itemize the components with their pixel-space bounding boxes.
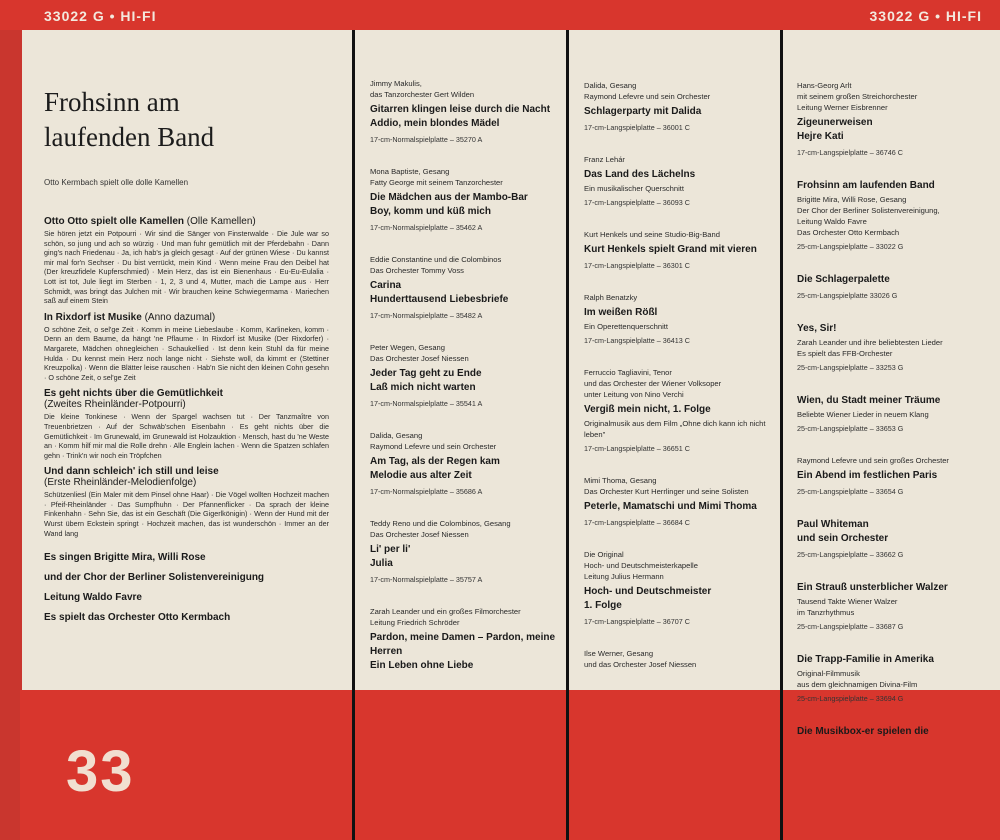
entry-title: Jeder Tag geht zu Ende Laß mich nicht warten (370, 368, 482, 393)
album-subtitle: Otto Kermbach spielt olle dolle Kamellen (44, 178, 189, 187)
catalog-entry (370, 78, 568, 144)
entry-title: Die Musikbox-er spielen die (797, 726, 929, 737)
entry-artist: Die Original Hoch- und Deutschmeisterkapelle Leitung Julius Hermann (584, 550, 698, 581)
catalog-entry (797, 394, 995, 433)
catalog-number-left: 33022 G • HI-FI (44, 8, 157, 24)
entry-description: Ein Operettenquerschnitt (584, 322, 669, 331)
entry-title: Vergiß mein nicht, 1. Folge (584, 404, 711, 415)
entry-description: Zarah Leander und ihre beliebtesten Lieder Es spielt das FFB-Orchester (797, 338, 943, 358)
catalog-entry (370, 518, 568, 584)
entry-title: Das Land des Lächelns (584, 169, 696, 180)
catalog-entry (584, 292, 782, 345)
entry-record-number: 25-cm-Langspielplatte – 33694 G (797, 694, 904, 703)
performer-credits (44, 548, 329, 628)
entry-title: Hoch- und Deutschmeister 1. Folge (584, 586, 712, 611)
catalog-entry (797, 80, 995, 157)
entry-artist: Jimmy Makulis, das Tanzorchester Gert Wilden (370, 79, 475, 99)
song-medley: Die kleine Tonkinese · Wenn der Spargel wachsen tut · Der Tanzmaître von Treuenbrietzen · Auf der Schwäb'schen Eisenbahn · Es geht nichts über die Gemütlichkeit · Im Grunewald, im Grunewald ist Holzauktion · Mensch, hast du 'ne Weste an · Komm hilf mir mal die Rolle drehn · Alle Englein lachen · Wenn die Spatzen schlafen gehn · Trink'n wir noch ein Tröpfchen (44, 412, 329, 460)
song-name: Und dann schleich' ich still und leise (44, 466, 219, 478)
credit-line: Es spielt das Orchester Otto Kermbach (44, 612, 231, 624)
entry-record-number: 17-cm-Langspielplatte – 36707 C (584, 617, 690, 626)
catalog-entry (584, 154, 782, 207)
series-number: 33 (66, 739, 135, 804)
catalog-entry (370, 342, 568, 408)
entry-record-number: 17-cm-Normalspielplatte – 35462 A (370, 223, 483, 232)
catalog-column-1 (370, 78, 568, 695)
entry-description: Originalmusik aus dem Film „Ohne dich kann ich nicht leben" (584, 419, 766, 439)
entry-artist: Raymond Lefevre und sein großes Orchester (797, 456, 949, 465)
entry-title: Li' per li' Julia (370, 544, 411, 569)
song-medley: O schöne Zeit, o sel'ge Zeit · Komm in meine Liebeslaube · Komm, Karlineken, komm · Denn an dem Baume, da hängt 'ne Pflaume · In Rixdorf ist Musike (Der Rixdorfer) · Margarete, Mädchen ohnegleichen · Schaukellied · Ist denn kein Stuhl da für meine Hulda · Du kennst mein Herz noch lange nicht · Siehste woll, da kimmt er (Stettiner Kreuzpolka) · Wenn die Blätter leise rauschen · Hab'n Sie nicht den kleinen Cohn gesehn · O schöne Zeit, o sel'ge Zeit (44, 324, 329, 382)
catalog-entry (370, 254, 568, 320)
entry-record-number: 17-cm-Normalspielplatte – 35686 A (370, 487, 483, 496)
entry-record-number: 25-cm-Langspielplatte – 33022 G (797, 242, 904, 251)
entry-record-number: 17-cm-Langspielplatte – 36684 C (584, 518, 690, 527)
song-name: Es geht nichts über die Gemütlichkeit (44, 388, 223, 400)
song-name: In Rixdorf ist Musike (44, 311, 142, 323)
catalog-entry (584, 549, 782, 626)
song-note: (Erste Rheinländer-Melodienfolge) (44, 477, 197, 489)
entry-artist: Dalida, Gesang Raymond Lefevre und sein Orchester (370, 431, 497, 451)
entry-title: Zigeunerweisen Hejre Kati (797, 117, 873, 142)
catalog-column-2 (584, 80, 782, 692)
entry-title: Die Schlagerpalette (797, 274, 890, 285)
catalog-entry (370, 430, 568, 496)
catalog-number-right: 33022 G • HI-FI (869, 8, 982, 24)
entry-artist: Ralph Benatzky (584, 293, 638, 302)
entry-record-number: 17-cm-Normalspielplatte – 35270 A (370, 135, 483, 144)
song-medley: Schützenliesl (Ein Maler mit dem Pinsel ohne Haar) · Die Vögel wollten Hochzeit machen · Pfeif-Rheinländer · Das Sumpfhuhn · Der Pfannenflicker · Da sprach der kleine Finkenhahn · Sehn Sie, das ist ein Geschäft (Die Gigerlkönigin) · Wenn der Hund mit der Wurst übern Eckstein springt · Hochzeit machen, das ist wunderschön · Immer an der Wand lang (44, 490, 329, 538)
catalog-entry (584, 648, 782, 670)
entry-title: Peterle, Mamatschi und Mimi Thoma (584, 501, 757, 512)
entry-title: Kurt Henkels spielt Grand mit vieren (584, 244, 757, 255)
entry-title: Wien, du Stadt meiner Träume (797, 395, 941, 406)
entry-title: Im weißen Rößl (584, 307, 658, 318)
catalog-entry (370, 606, 568, 673)
entry-artist: Franz Lehár (584, 155, 625, 164)
song-title (44, 388, 329, 410)
catalog-entry (797, 518, 995, 559)
entry-artist: Zarah Leander und ein großes Filmorchester Leitung Friedrich Schröder (370, 607, 521, 627)
album-title-line: laufenden Band (44, 122, 215, 152)
entry-description: Tausend Takte Wiener Walzer im Tanzrhythmus (797, 597, 898, 617)
album-title-line: Frohsinn am (44, 87, 180, 117)
entry-title: Gitarren klingen leise durch die Nacht Addio, mein blondes Mädel (370, 104, 551, 129)
left-edge-stripe (0, 0, 22, 840)
entry-description: Ein musikalischer Querschnitt (584, 184, 685, 193)
catalog-entry (797, 273, 995, 300)
entry-record-number: 25-cm-Langspielplatte – 33687 G (797, 622, 904, 631)
entry-artist: Dalida, Gesang Raymond Lefevre und sein Orchester (584, 81, 711, 101)
song-name: Otto Otto spielt olle Kamellen (44, 216, 185, 227)
catalog-entry (797, 725, 995, 739)
catalog-entry (797, 455, 995, 496)
song-note: (Olle Kamellen) (186, 216, 256, 227)
catalog-column-3 (797, 80, 995, 761)
entry-title: Frohsinn am laufenden Band (797, 180, 935, 191)
entry-title: Am Tag, als der Regen kam Melodie aus alter Zeit (370, 456, 500, 481)
entry-title: Carina Hunderttausend Liebesbriefe (370, 280, 509, 305)
catalog-entry (584, 80, 782, 132)
entry-title: Yes, Sir! (797, 323, 837, 334)
credit-line: Es singen Brigitte Mira, Willi Rose (44, 552, 206, 564)
column-divider (352, 30, 355, 840)
catalog-entry (370, 166, 568, 232)
song-medley: Sie hören jetzt ein Potpourri · Wir sind die Sänger von Finsterwalde · Die Jule war so schön, so jung und ach so würzig · Und man fuhr gemütlich mit der Pferdebahn · Dann ging's nach Friedenau · Ja, ich hab's ja gleich gesagt · Auf der grünen Wiese · Du kannst mir mal for'n Sechser · Du bist verrückt, mein Kind · Wenn meine Frau den Deibel hat (Der kreuzfidele Kupferschmied) · Mein Herz, das ist ein Bienenhaus · Eu-Eu-Eulalia · Lott ist tot, Jule liegt im Sterben · 1, 2, 3 und 4, Mutter, mach die Lampe aus · Herr Schmidt, was bringt das Julchen mit · Wir brauchen keine Schwiegermama · Mariechen saß auf einem Stein (44, 229, 329, 306)
entry-record-number: 17-cm-Normalspielplatte – 35757 A (370, 575, 483, 584)
catalog-entry (584, 367, 782, 453)
entry-artist: Eddie Constantine und die Colombinos Das Orchester Tommy Voss (370, 255, 502, 275)
entry-record-number: 25-cm-Langspielplatte – 33653 G (797, 424, 904, 433)
entry-artist: Teddy Reno und die Colombinos, Gesang Das Orchester Josef Niessen (370, 519, 511, 539)
entry-record-number: 25-cm-Langspielplatte – 33654 G (797, 487, 904, 496)
entry-artist: Ilse Werner, Gesang und das Orchester Josef Niessen (584, 649, 697, 669)
catalog-entry (584, 229, 782, 270)
entry-record-number: 17-cm-Langspielplatte – 36093 C (584, 198, 690, 207)
entry-record-number: 17-cm-Langspielplatte – 36746 C (797, 148, 903, 157)
entry-record-number: 17-cm-Langspielplatte – 36001 C (584, 123, 690, 132)
song-title (44, 312, 329, 323)
song-title (44, 216, 329, 227)
catalog-entry (584, 475, 782, 527)
entry-description: Brigitte Mira, Willi Rose, Gesang Der Chor der Berliner Solistenvereinigung, Leitung Waldo Favre Das Orchester Otto Kermbach (797, 195, 940, 237)
entry-record-number: 25-cm-Langspielplatte – 33253 G (797, 363, 904, 372)
entry-title: Pardon, meine Damen – Pardon, meine Herren Ein Leben ohne Liebe (370, 632, 556, 671)
catalog-entry (797, 179, 995, 251)
catalog-entry (797, 581, 995, 631)
song-note: (Anno dazumal) (144, 311, 216, 323)
entry-record-number: 17-cm-Langspielplatte – 36301 C (584, 261, 690, 270)
album-title (44, 85, 344, 155)
entry-record-number: 17-cm-Langspielplatte – 36413 C (584, 336, 690, 345)
entry-record-number: 17-cm-Normalspielplatte – 35541 A (370, 399, 483, 408)
entry-title: Paul Whiteman und sein Orchester (797, 519, 889, 544)
entry-record-number: 25-cm-Langspielplatte – 33662 G (797, 550, 904, 559)
song-note: (Zweites Rheinländer-Potpourri) (44, 399, 186, 411)
entry-title: Schlagerparty mit Dalida (584, 106, 702, 117)
entry-record-number: 17-cm-Normalspielplatte – 35482 A (370, 311, 483, 320)
song-title (44, 466, 329, 488)
credit-line: und der Chor der Berliner Solistenvereinigung (44, 572, 265, 584)
entry-description: Original-Filmmusik aus dem gleichnamigen Divina-Film (797, 669, 918, 689)
entry-artist: Kurt Henkels und seine Studio-Big-Band (584, 230, 720, 239)
entry-record-number: 25-cm-Langspielplatte 33026 G (797, 291, 898, 300)
catalog-entry (797, 322, 995, 372)
entry-artist: Mimi Thoma, Gesang Das Orchester Kurt Herrlinger und seine Solisten (584, 476, 749, 496)
entry-artist: Peter Wegen, Gesang Das Orchester Josef Niessen (370, 343, 469, 363)
entry-title: Die Trapp-Familie in Amerika (797, 654, 934, 665)
entry-record-number: 17-cm-Langspielplatte – 36651 C (584, 444, 690, 453)
top-band (0, 0, 1000, 30)
entry-artist: Ferruccio Tagliavini, Tenor und das Orchester der Wiener Volksoper unter Leitung von Nino Verchi (584, 368, 722, 399)
entry-title: Ein Strauß unsterblicher Walzer (797, 582, 948, 593)
credit-line: Leitung Waldo Favre (44, 592, 142, 604)
entry-artist: Mona Baptiste, Gesang Fatty George mit seinem Tanzorchester (370, 167, 503, 187)
entry-title: Die Mädchen aus der Mambo-Bar Boy, komm und küß mich (370, 192, 528, 217)
catalog-entry (797, 653, 995, 703)
tracklist (44, 210, 329, 628)
entry-description: Beliebte Wiener Lieder in neuem Klang (797, 410, 929, 419)
entry-title: Ein Abend im festlichen Paris (797, 470, 938, 481)
entry-artist: Hans-Georg Arlt mit seinem großen Streichorchester Leitung Werner Eisbrenner (797, 81, 918, 112)
